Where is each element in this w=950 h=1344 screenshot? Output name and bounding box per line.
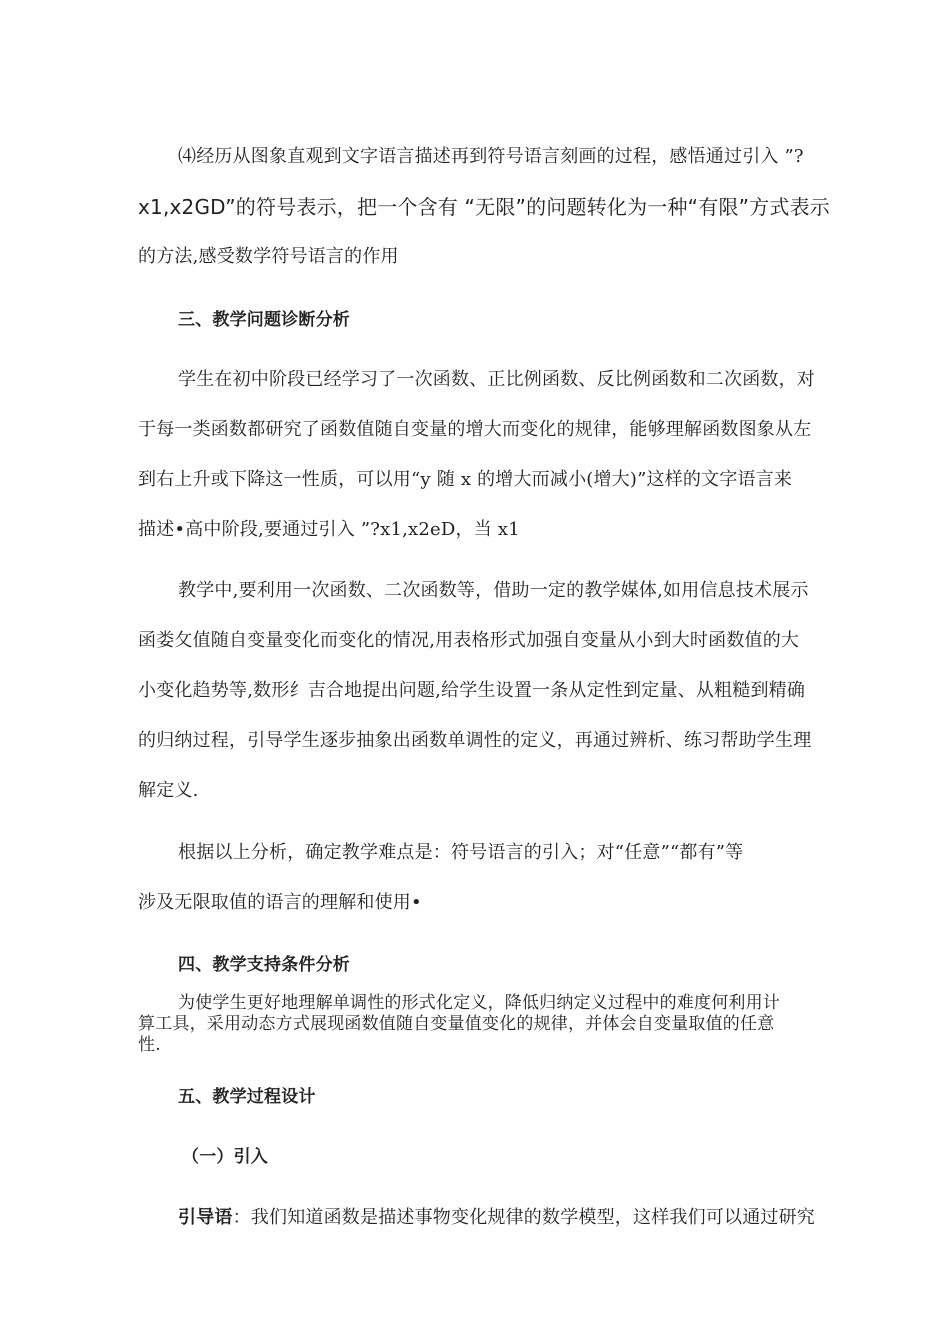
section4-heading: 四、教学支持条件分析 (178, 955, 350, 975)
item4-line1: ⑷经历从图象直观到文字语言描述再到符号语言刻画的过程，感悟通过引入 ”? (178, 146, 804, 167)
s3-p2-line4: 的归纳过程，引导学生逐步抽象出函数单调性的定义，再通过辨析、练习帮助学生理 (138, 730, 812, 751)
lead-text: ：我们知道函数是描述事物变化规律的数学模型，这样我们可以通过研究 (232, 1207, 816, 1228)
lead-paragraph (178, 1207, 815, 1229)
lead-label: 引导语 (178, 1207, 233, 1228)
item4-line3: 的方法,感受数学符号语言的作用 (138, 246, 399, 267)
s3-p1-line4: 描述•高中阶段,要通过引入 ”?x1,x2eD，当 x1 (138, 519, 520, 540)
s3-p2-line2: 函娄攵值随自变量变化而变化的情况,用表格形式加强自变量从小到大时函数值的大 (138, 630, 800, 651)
item4-line2: x1,x2GD”的符号表示，把一个含有 “无限”的问题转化为一种“有限”方式表示 (138, 195, 831, 219)
s3-p3-line2: 涉及无限取值的语言的理解和使用• (138, 892, 422, 913)
section5-heading: 五、教学过程设计 (178, 1087, 316, 1107)
s3-p1-line3: 到右上升或下降这一性质，可以用“y 随 x 的增大而减小(增大)”这样的文字语言来 (138, 469, 793, 490)
section5-sub1: （一）引入 (182, 1147, 268, 1167)
s4-p1-line2: 算工具，采用动态方式展现函数值随自变量值变化的规律，并体会自变量取值的任意 (138, 1014, 775, 1034)
s4-p1-line3: 性. (138, 1035, 161, 1055)
s4-p1-line1: 为使学生更好地理解单调性的形式化定义，降低归纳定义过程中的难度何利用计 (178, 993, 780, 1013)
section3-heading: 三、教学问题诊断分析 (178, 310, 350, 330)
s3-p1-line2: 于每一类函数都研究了函数值随自变量的增大而变化的规律，能够理解函数图象从左 (138, 419, 812, 440)
s3-p2-line3: 小变化趋势等,数形纟吉合地提出问题,给学生设置一条从定性到定量、从粗糙到精确 (138, 680, 806, 701)
s3-p2-line1: 教学中,要利用一次函数、二次函数等，借助一定的教学媒体,如用信息技术展示 (178, 580, 809, 601)
s3-p3-line1: 根据以上分析，确定教学难点是：符号语言的引入；对“任意”“都有”等 (178, 842, 744, 863)
s3-p1-line1: 学生在初中阶段已经学习了一次函数、正比例函数、反比例函数和二次函数，对 (178, 369, 815, 390)
s3-p2-line5: 解定义. (138, 780, 199, 801)
